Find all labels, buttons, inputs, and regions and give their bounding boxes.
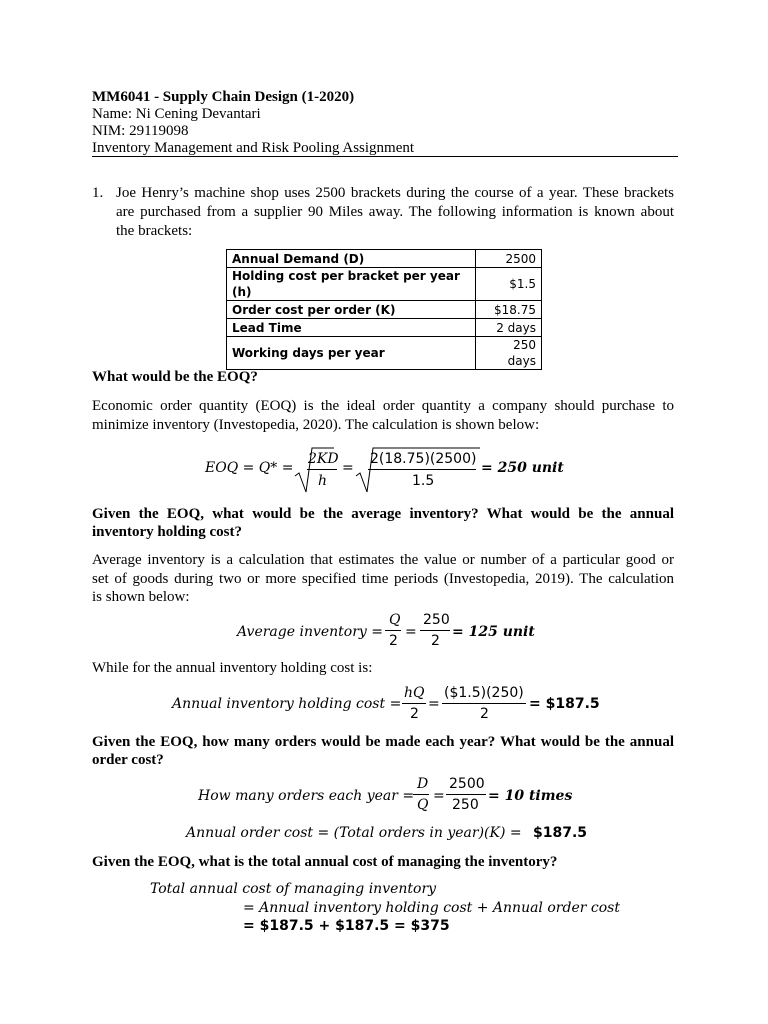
orders-numerator-numeric: 2500 bbox=[449, 776, 485, 792]
holding-numerator-symbolic: hQ bbox=[404, 685, 425, 701]
fraction-bar bbox=[420, 630, 450, 631]
total-cost-line3: = $187.5 + $187.5 = $375 bbox=[243, 918, 450, 934]
eoq-denominator-numeric: 1.5 bbox=[412, 473, 435, 489]
fraction-bar bbox=[446, 794, 486, 795]
average-paragraph-line3: is shown below: bbox=[92, 589, 190, 605]
orders-question-line1: Given the EOQ, how many orders would be made each year? What would be the annual bbox=[92, 734, 674, 750]
table-cell-value: 250 days bbox=[476, 337, 542, 370]
order-cost-result: $187.5 bbox=[533, 825, 588, 841]
orders-denominator-numeric: 250 bbox=[452, 797, 479, 813]
average-denominator-symbolic: 2 bbox=[389, 633, 398, 649]
average-paragraph-line2: set of goods during two or more specified time periods (Investopedia, 2019). The calculation bbox=[92, 571, 674, 587]
course-title: MM6041 - Supply Chain Design (1-2020) bbox=[92, 89, 355, 105]
student-name: Name: Ni Cening Devantari bbox=[92, 106, 261, 122]
total-cost-line1: Total annual cost of managing inventory bbox=[150, 881, 437, 897]
fraction-bar bbox=[442, 703, 526, 704]
table-row bbox=[227, 337, 542, 370]
average-result: = 125 unit bbox=[452, 624, 535, 640]
equals-sign: = bbox=[433, 788, 445, 804]
table-row bbox=[227, 301, 542, 319]
table-cell-value: 2 days bbox=[476, 319, 542, 337]
average-numerator-symbolic: Q bbox=[389, 612, 401, 628]
orders-numerator-symbolic: D bbox=[417, 776, 429, 792]
equals-sign: = bbox=[428, 696, 440, 712]
holding-cost-intro: While for the annual inventory holding cost is: bbox=[92, 660, 373, 676]
total-cost-question: Given the EOQ, what is the total annual cost of managing the inventory? bbox=[92, 854, 558, 870]
equals-sign: = bbox=[405, 624, 417, 640]
table-cell-label: Working days per year bbox=[227, 337, 476, 370]
eoq-result: = 250 unit bbox=[481, 460, 564, 476]
average-paragraph-line1: Average inventory is a calculation that estimates the value or number of a particular good or bbox=[92, 552, 674, 568]
question-text-line1: Joe Henry’s machine shop uses 2500 brackets during the course of a year. These brackets bbox=[116, 185, 674, 201]
holding-result: = $187.5 bbox=[529, 696, 600, 712]
table-cell-value: 2500 bbox=[476, 250, 542, 268]
table-cell-label: Annual Demand (D) bbox=[227, 250, 476, 268]
eoq-numerator-symbolic: 2KD bbox=[308, 451, 339, 467]
average-question-line2: inventory holding cost? bbox=[92, 524, 243, 540]
average-numerator-numeric: 250 bbox=[423, 612, 450, 628]
holding-numerator-numeric: ($1.5)(250) bbox=[444, 685, 524, 701]
average-question-line1: Given the EOQ, what would be the average inventory? What would be the annual bbox=[92, 506, 674, 522]
order-cost-lhs: Annual order cost = (Total orders in year)(K) = bbox=[186, 825, 522, 841]
question-number: 1. bbox=[92, 185, 104, 201]
equals-sign: = bbox=[342, 460, 354, 476]
table-row bbox=[227, 250, 542, 268]
holding-formula-lhs: Annual inventory holding cost = bbox=[172, 696, 402, 712]
orders-formula-lhs: How many orders each year = bbox=[198, 788, 415, 804]
average-denominator-numeric: 2 bbox=[431, 633, 440, 649]
header-divider bbox=[92, 156, 678, 157]
eoq-numerator-numeric: 2(18.75)(2500) bbox=[370, 451, 477, 467]
eoq-paragraph-line2: minimize inventory (Investopedia, 2020). The calculation is shown below: bbox=[92, 417, 540, 433]
orders-denominator-symbolic: Q bbox=[417, 797, 429, 813]
table-cell-label: Order cost per order (K) bbox=[227, 301, 476, 319]
average-formula-lhs: Average inventory = bbox=[237, 624, 384, 640]
eoq-denominator-symbolic: h bbox=[318, 473, 328, 489]
holding-denominator-numeric: 2 bbox=[480, 706, 489, 722]
question-text-line2: are purchased from a supplier 90 Miles away. The following information is known about bbox=[116, 204, 674, 220]
eoq-paragraph-line1: Economic order quantity (EOQ) is the ideal order quantity a company should purchase to bbox=[92, 398, 674, 414]
fraction-bar bbox=[402, 703, 426, 704]
table-cell-label: Holding cost per bracket per year (h) bbox=[227, 268, 476, 301]
fraction-bar bbox=[307, 469, 337, 470]
bracket-info-table bbox=[226, 249, 542, 370]
total-cost-line2: = Annual inventory holding cost + Annual order cost bbox=[243, 900, 620, 916]
holding-denominator-symbolic: 2 bbox=[410, 706, 419, 722]
table-cell-value: $18.75 bbox=[476, 301, 542, 319]
table-row bbox=[227, 268, 542, 301]
fraction-bar bbox=[368, 469, 476, 470]
eoq-formula-lhs: EOQ = Q* = bbox=[205, 460, 294, 476]
table-cell-label: Lead Time bbox=[227, 319, 476, 337]
table-row bbox=[227, 319, 542, 337]
assignment-title: Inventory Management and Risk Pooling Assignment bbox=[92, 140, 415, 156]
student-nim: NIM: 29119098 bbox=[92, 123, 189, 139]
fraction-bar bbox=[413, 794, 429, 795]
orders-result: = 10 times bbox=[488, 788, 573, 804]
table-cell-value: $1.5 bbox=[476, 268, 542, 301]
eoq-question: What would be the EOQ? bbox=[92, 369, 258, 385]
fraction-bar bbox=[385, 630, 401, 631]
question-text-line3: the brackets: bbox=[116, 223, 193, 239]
orders-question-line2: order cost? bbox=[92, 752, 164, 768]
